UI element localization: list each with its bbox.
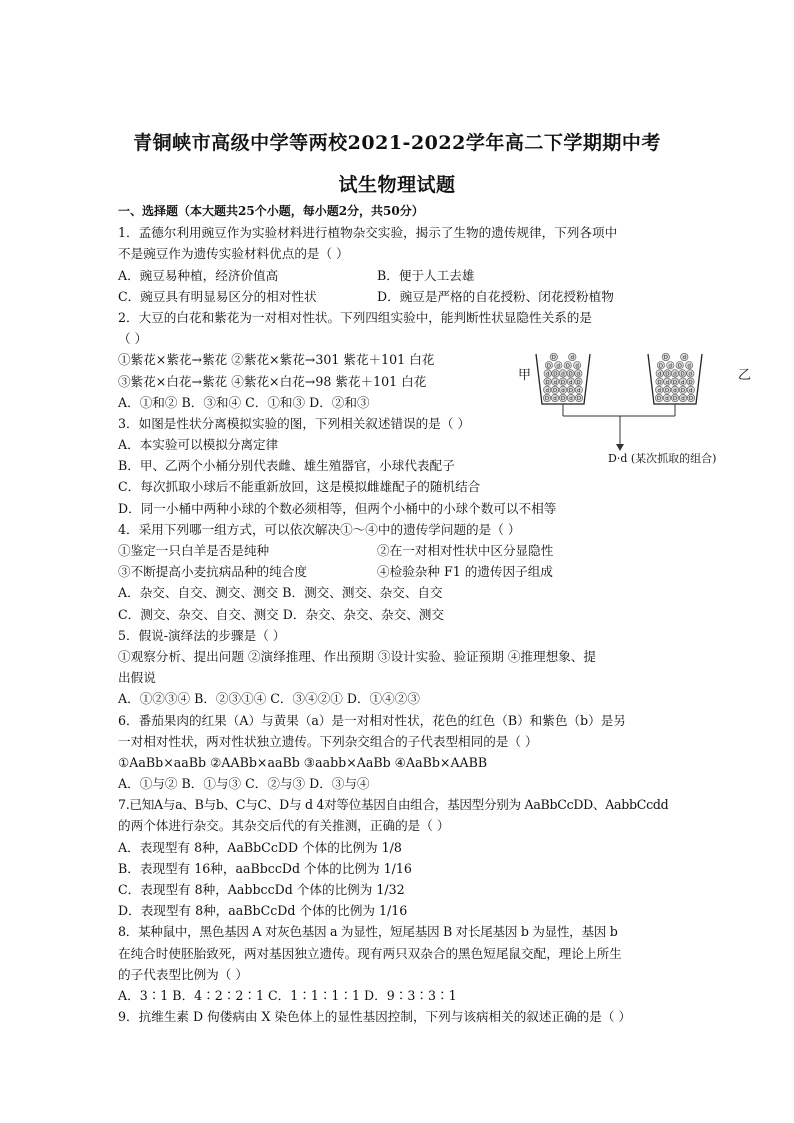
gamete-ball-label: d xyxy=(681,379,685,386)
q4-options-ab: A．杂交、自交、测交、测交 B．测交、测交、杂交、自交 xyxy=(118,585,443,601)
q1-option-a: A．豌豆易种植，经济价值高 xyxy=(118,267,279,283)
gamete-ball-label: D xyxy=(568,371,573,378)
gamete-ball-label: d xyxy=(687,363,691,370)
gamete-ball-label: D xyxy=(576,396,582,403)
gamete-ball-label: D xyxy=(664,388,670,394)
question-list xyxy=(118,201,678,1027)
q8-stem-line1: 8．某种鼠中，黑色基因 A 对灰色基因 a 为显性，短尾基因 B 对长尾基因 b 为显性，基因 b xyxy=(118,924,618,940)
q8-answer-options: A．3∶1 B．4∶2∶2∶1 C．1∶1∶1∶1 D．9∶3∶3∶1 xyxy=(118,987,457,1003)
q2-cases-line1: ①紫花×紫花→紫花 ②紫花×紫花→301 紫花＋101 白花 xyxy=(118,352,435,368)
q3-option-b: B．甲、乙两个小桶分别代表雌、雄生殖器官，小球代表配子 xyxy=(118,458,455,474)
page-title-line2: 试生物理试题 xyxy=(338,174,456,196)
q5-answer-options: A．①②③④ B．②③①④ C．③④②① D．①④②③ xyxy=(118,691,420,707)
q1-option-b: B．便于人工去雄 xyxy=(377,267,475,283)
q6-stem-line2: 一对相对性状，两对性状独立遗传。下列杂交组合的子代表型相同的是（ ） xyxy=(118,733,538,749)
gamete-ball-label: d xyxy=(673,371,677,378)
gamete-ball-label: D xyxy=(665,371,670,378)
q3-option-d: D．同一小桶中两种小球的个数必须相等，但两个小桶中的小球个数可以不相等 xyxy=(118,500,557,516)
q9-stem: 9．抗维生素 D 佝偻病由 X 染色体上的显性基因控制，下列与该病相关的叙述正确的是（ ） xyxy=(118,1009,632,1025)
q5-stem: 5．假说-演绎法的步骤是（ ） xyxy=(118,627,286,643)
gamete-ball-label: D xyxy=(551,355,556,362)
gamete-ball-label: d xyxy=(561,371,565,378)
gamete-ball-label: d xyxy=(561,388,565,394)
gamete-ball-label: D xyxy=(663,355,668,362)
q1-stem-line1: 1．孟德尔利用豌豆作为实验材料进行植物杂交实验，揭示了生物的遗传规律，下列各项中 xyxy=(118,225,618,241)
q4-case-3: ③不断提高小麦抗病品种的纯合度 xyxy=(118,564,307,580)
draw-combination-caption: D·d (某次抓取的组合) xyxy=(608,452,717,465)
gamete-ball-label: d xyxy=(569,396,573,403)
q2-stem-line1: 2．大豆的白花和紫花为一对相对性状。下列四组实验中，能判断性状显隐性关系的是 xyxy=(118,309,592,325)
q4-case-4: ④检验杂种 F1 的遗传因子组成 xyxy=(377,564,553,580)
gamete-ball-label: D xyxy=(545,379,550,386)
q4-options-cd: C．测交、杂交、自交、测交 D．杂交、杂交、杂交、测交 xyxy=(118,606,444,622)
gamete-ball-label: D xyxy=(672,379,678,386)
gamete-ball-label: d xyxy=(545,371,550,378)
q2-stem-line2: （ ） xyxy=(118,331,148,347)
q7-option-b: B．表现型有 16种，aaBbccDd 个体的比例为 1/16 xyxy=(118,860,412,876)
gamete-ball-label: d xyxy=(668,363,673,370)
q4-case-2: ②在一对相对性状中区分显隐性 xyxy=(377,543,554,558)
bucket-jia-balls xyxy=(543,353,582,402)
q5-steps-line1: ①观察分析、提出问题 ②演绎推理、作出预期 ③设计实验、验证预期 ④推理想象、提 xyxy=(118,648,596,664)
q3-option-a: A．本实验可以模拟分离定律 xyxy=(118,437,279,453)
q4-stem: 4．采用下列哪一组方式，可以依次解决①～④中的遗传学问题的是（ ） xyxy=(118,521,521,537)
q7-option-a: A．表现型有 8种，AaBbCcDD 个体的比例为 1/8 xyxy=(118,839,402,855)
gamete-ball-label: D xyxy=(553,371,558,378)
q8-stem-line2: 在纯合时使胚胎致死，两对基因独立遗传。现有两只双杂合的黑色短尾鼠交配，理论上所生 xyxy=(118,945,622,961)
q5-steps-line2: 出假说 xyxy=(118,670,156,686)
gamete-ball-label: D xyxy=(568,388,574,394)
q7-stem-line1: 7.已知A与a、B与b、C与C、D与 d 4对等位基因自由组合，基因型分别为 AaBbCcDD、AabbCcdd xyxy=(118,797,669,813)
gamete-ball-label: D xyxy=(544,396,550,403)
bucket-yi-balls xyxy=(655,353,694,402)
gamete-ball-label: D xyxy=(680,371,685,378)
gamete-ball-label: d xyxy=(569,379,573,386)
gamete-ball-label: d xyxy=(570,355,575,362)
section-header: 一、选择题（本大题共25个小题，每小题2分，共50分） xyxy=(118,204,424,218)
q6-stem-line1: 6．番茄果肉的红果（A）与黄果（a）是一对相对性状，花色的红色（B）和紫色（b）是另 xyxy=(118,712,626,728)
q7-option-c: C．表现型有 8种，AabbccDd 个体的比例为 1/32 xyxy=(118,882,405,897)
q1-options-cd xyxy=(118,286,678,307)
q1-options-ab xyxy=(118,265,678,286)
q3-option-c: C．每次抓取小球后不能重新放回，这是模拟雌雄配子的随机结合 xyxy=(118,479,481,495)
q2-answer-options: A．①和② B．③和④ C．①和③ D．②和③ xyxy=(118,394,370,410)
gamete-ball-label: d xyxy=(556,363,561,370)
gamete-ball-label: d xyxy=(545,388,549,394)
gamete-ball-label: D xyxy=(688,396,694,403)
q1-option-c: C．豌豆具有明显易区分的相对性状 xyxy=(118,288,317,304)
gamete-ball-label: D xyxy=(688,379,693,386)
bucket-label-jia: 甲 xyxy=(518,368,532,383)
gamete-ball-label: D xyxy=(565,363,570,370)
gamete-ball-label: D xyxy=(552,388,558,394)
q6-crosses: ①AaBb×aaBb ②AABb×aaBb ③aabb×AaBb ④AaBb×AABB xyxy=(118,754,488,770)
gamete-ball-label: d xyxy=(665,396,669,403)
q1-stem-line2: 不是豌豆作为遗传实验材料优点的是（ ） xyxy=(118,246,349,262)
q7-option-d: D．表现型有 8种，aaBbCcDd 个体的比例为 1/16 xyxy=(118,903,408,919)
gamete-ball-label: d xyxy=(665,379,669,386)
gamete-ball-label: d xyxy=(577,388,581,394)
gamete-ball-label: d xyxy=(553,396,557,403)
gamete-ball-label: d xyxy=(657,371,662,378)
bucket-simulation-figure xyxy=(512,346,752,470)
gamete-ball-label: D xyxy=(672,396,678,403)
q1-option-d: D．豌豆是严格的自花授粉、闭花授粉植物 xyxy=(377,288,614,304)
q6-answer-options: A．①与② B．①与③ C．②与③ D．③与④ xyxy=(118,776,370,792)
q7-stem-line2: 的两个体进行杂交。其杂交后代的有关推测，正确的是（ ） xyxy=(118,818,450,834)
gamete-ball-label: D xyxy=(658,363,664,370)
gamete-ball-label: d xyxy=(576,371,581,378)
gamete-ball-label: d xyxy=(553,379,557,386)
gamete-ball-label: D xyxy=(656,396,662,403)
gamete-ball-label: D xyxy=(680,388,686,394)
gamete-ball-label: d xyxy=(689,388,693,394)
page-title-line1: 青铜峡市高级中学等两校2021-2022学年高二下学期期中考 xyxy=(133,132,661,154)
gamete-ball-label: D xyxy=(560,396,566,403)
gamete-ball-label: d xyxy=(575,363,579,370)
q4-cases-12 xyxy=(118,540,678,561)
q8-stem-line3: 的子代表型比例为（ ） xyxy=(118,966,248,982)
q4-case-1: ①鉴定一只白羊是否是纯种 xyxy=(118,543,270,558)
gamete-ball-label: d xyxy=(688,371,693,378)
gamete-ball-label: d xyxy=(673,388,677,394)
q4-cases-34 xyxy=(118,561,678,582)
gamete-ball-label: D xyxy=(576,379,581,386)
gamete-ball-label: d xyxy=(657,388,661,394)
bucket-label-yi: 乙 xyxy=(738,368,752,383)
gamete-ball-label: D xyxy=(546,363,552,370)
gamete-ball-label: d xyxy=(681,396,685,403)
gamete-ball-label: d xyxy=(682,355,687,362)
gamete-ball-label: D xyxy=(677,363,682,370)
gamete-ball-label: D xyxy=(657,379,662,386)
q2-cases-line2: ③紫花×白花→紫花 ④紫花×白花→98 紫花＋101 白花 xyxy=(118,373,427,389)
gamete-ball-label: D xyxy=(560,379,566,386)
q3-stem: 3．如图是性状分离模拟实验的图，下列相关叙述错误的是（ ） xyxy=(118,415,471,431)
